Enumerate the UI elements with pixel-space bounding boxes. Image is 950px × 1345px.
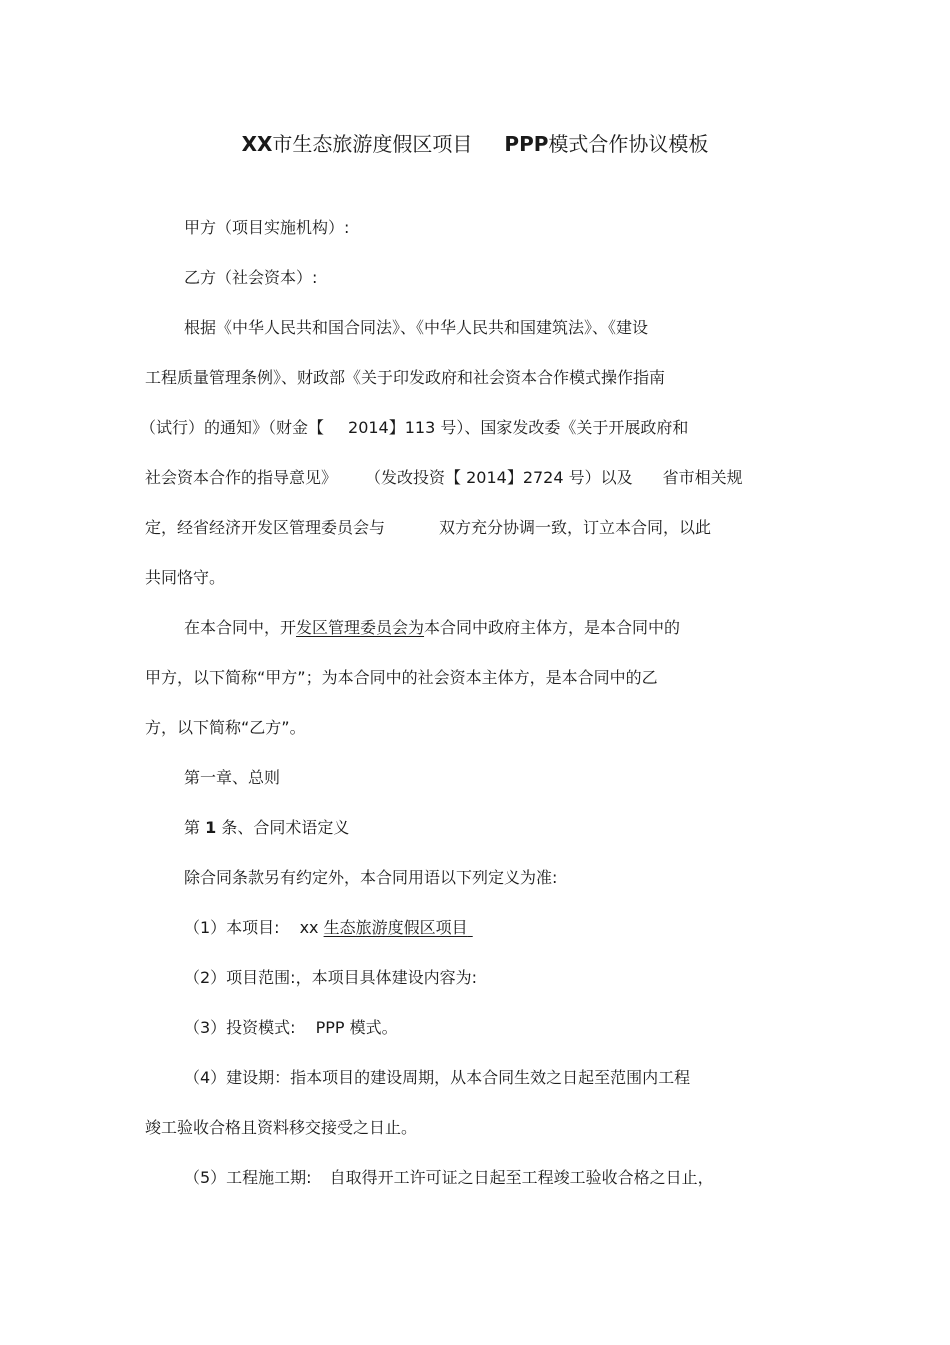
para1-line5 <box>145 516 711 540</box>
item-3 <box>184 1016 398 1040</box>
document-title <box>0 128 950 160</box>
para1-line1: 根据《中华人民共和国合同法》、《中华人民共和国建筑法》、《建设 <box>184 318 649 337</box>
title-mode-prefix: PPP <box>504 132 549 156</box>
para1-line3 <box>140 416 688 440</box>
item-3-label: （3）投资模式: <box>184 1018 296 1037</box>
party-b-line: 乙方（社会资本）: <box>184 268 318 287</box>
para2-underlined-entity: 发区管理委员会为 <box>296 618 425 637</box>
item-1-value: 生态旅游度假区项目 <box>323 918 468 937</box>
title-mode-text: 模式合作协议模板 <box>548 132 709 156</box>
para1-line4-part1: 社会资本合作的指导意见》 <box>145 468 338 487</box>
title-prefix: XX <box>241 132 273 156</box>
item-5-label: （5）工程施工期: <box>184 1168 312 1187</box>
para1-line2: 工程质量管理条例》、财政部《关于印发政府和社会资本合作模式操作指南 <box>145 368 666 387</box>
para2-line2: 甲方，以下简称“甲方”；为本合同中的社会资本主体方，是本合同中的乙 <box>145 668 658 687</box>
para2-line3: 方，以下简称“乙方”。 <box>145 718 306 737</box>
para1-line6: 共同恪守。 <box>145 568 226 587</box>
item-1-label: （1）本项目: <box>184 918 280 937</box>
item-1 <box>184 916 486 940</box>
para2-line1-part1: 在本合同中，开 <box>184 618 297 637</box>
para1-line4-part2: （发改投资【 2014】2724 号）以及 <box>365 468 633 487</box>
item-5-value: 自取得开工许可证之日起至工程竣工验收合格之日止， <box>329 1168 714 1187</box>
para1-line5-part2: 双方充分协调一致，订立本合同，以此 <box>439 518 712 537</box>
chapter-heading: 第一章、总则 <box>184 768 281 787</box>
party-a-line: 甲方（项目实施机构）: <box>184 218 350 237</box>
para1-line4 <box>145 466 743 490</box>
item-5 <box>184 1166 714 1190</box>
article-heading: 第 1 条、合同术语定义 <box>184 818 350 837</box>
definitions-intro: 除合同条款另有约定外，本合同用语以下列定义为准: <box>184 868 558 887</box>
item-1-prefix: xx <box>299 918 324 937</box>
para1-line4-part3: 省市相关规 <box>662 468 743 487</box>
item-3-value: PPP 模式。 <box>315 1018 398 1037</box>
item-4-line2: 竣工验收合格且资料移交接受之日止。 <box>145 1118 418 1137</box>
article-number: 1 <box>205 818 217 837</box>
item-4-line1: （4）建设期：指本项目的建设周期，从本合同生效之日起至范围内工程 <box>184 1068 691 1087</box>
item-2: （2）项目范围:，本项目具体建设内容为: <box>184 968 477 987</box>
para2-line1 <box>184 616 680 640</box>
para1-line3-part1: （试行）的通知》（财金【 <box>140 418 325 437</box>
title-project-name: 市生态旅游度假区项目 <box>272 132 473 156</box>
para2-line1-part3: 本合同中政府主体方，是本合同中的 <box>424 618 681 637</box>
para1-line3-part2: 2014】113 号）、国家发改委《关于开展政府和 <box>348 418 689 437</box>
para1-line5-part1: 定，经省经济开发区管理委员会与 <box>145 518 386 537</box>
